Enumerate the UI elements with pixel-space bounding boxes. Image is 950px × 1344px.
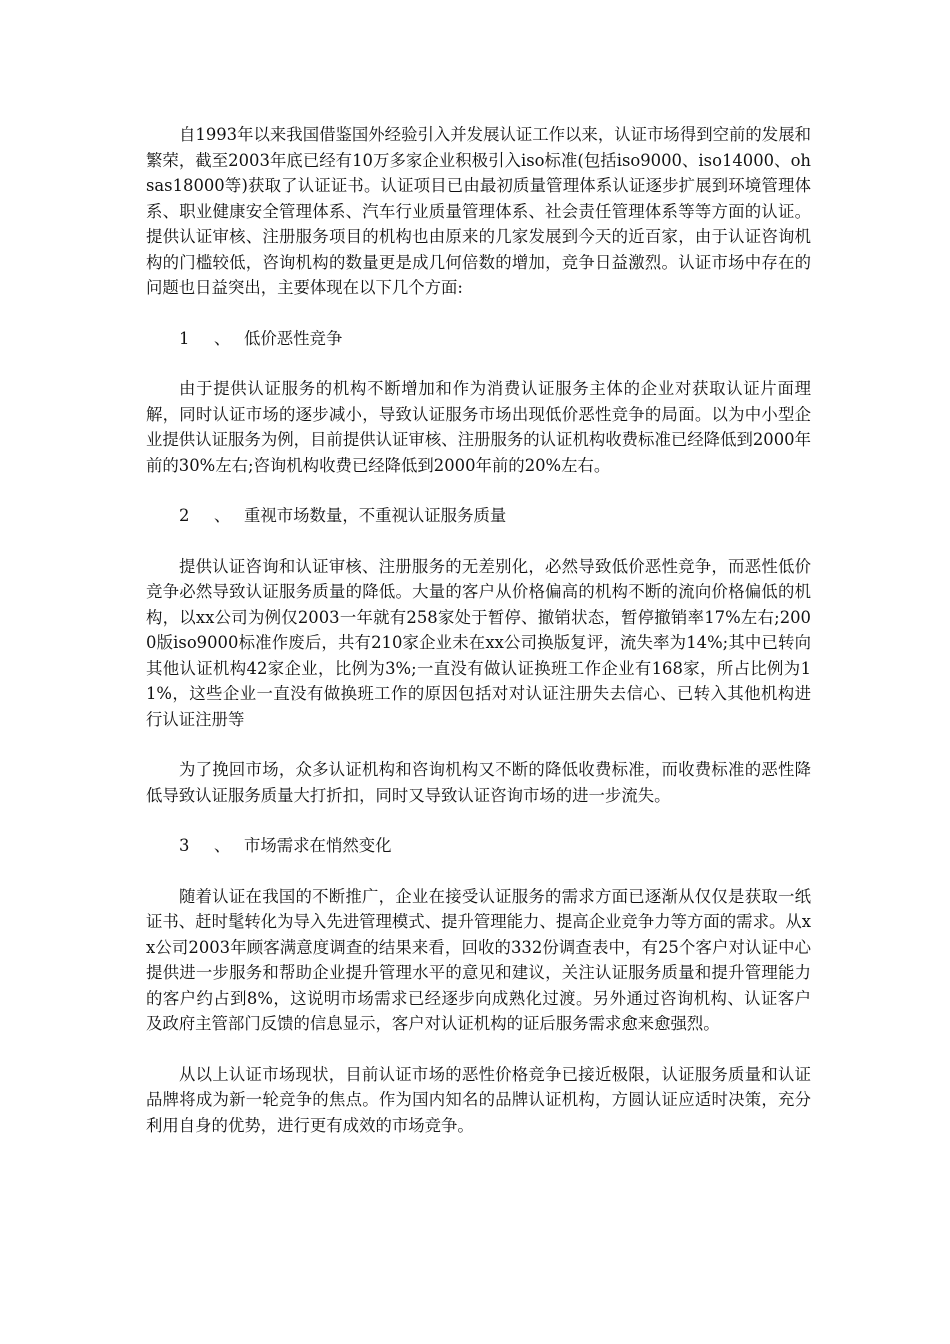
section-title: 重视市场数量，不重视认证服务质量 <box>244 506 507 525</box>
section-heading-1 <box>146 326 811 352</box>
paragraph-low-price: 由于提供认证服务的机构不断增加和作为消费认证服务主体的企业对获取认证片面理解，同时认证市场的逐步减小，导致认证服务市场出现低价恶性竞争的局面。以为中小型企业提供认证服务为例，目前提供认证审核、注册服务的认证机构收费标准已经降低到2000年前的30%左右;咨询机构收费已经降低到2000年前的20%左右。 <box>146 379 811 475</box>
section-title: 市场需求在悄然变化 <box>244 836 392 855</box>
section-number: 2 <box>179 506 190 525</box>
section-heading-3 <box>146 833 811 859</box>
section-separator: 、 <box>214 836 231 855</box>
paragraph-conclusion: 从以上认证市场现状，目前认证市场的恶性价格竞争已接近极限，认证服务质量和认证品牌将成为新一轮竞争的焦点。作为国内知名的品牌认证机构，方圆认证应适时决策，充分利用自身的优势，进行更有成效的市场竞争。 <box>146 1064 811 1135</box>
section-number: 1 <box>179 328 190 348</box>
paragraph-quality: 提供认证咨询和认证审核、注册服务的无差别化，必然导致低价恶性竞争，而恶性低价竞争必然导致认证服务质量的降低。大量的客户从价格偏高的机构不断的流向价格偏低的机构，以xx公司为例仅2003一年就有258家处于暂停、撤销状态，暂停撤销率17%左右;2000版iso9000标准作废后，共有210家企业未在xx公司换版复评，流失率为14%;其中已转向其他认证机构42家企业，比例为3%;一直没有做认证换班工作企业有168家，所占比例为11%，这些企业一直没有做换班工作的原因包括对对认证注册失去信心、已转入其他机构进行认证注册等 <box>146 556 811 729</box>
section-heading-2 <box>146 503 811 529</box>
section-separator: 、 <box>214 328 231 348</box>
paragraph-intro: 自1993年以来我国借鉴国外经验引入并发展认证工作以来，认证市场得到空前的发展和繁荣，截至2003年底已经有10万多家企业积极引入iso标准(包括iso9000、iso14000、ohsas18000等)获取了认证证书。认证项目已由最初质量管理体系认证逐步扩展到环境管理体系、职业健康安全管理体系、汽车行业质量管理体系、社会责任管理体系等等方面的认证。提供认证审核、注册服务项目的机构也由原来的几家发展到今天的近百家，由于认证咨询机构的门槛较低，咨询机构的数量更是成几何倍数的增加，竞争日益激烈。认证市场中存在的问题也日益突出，主要体现在以下几个方面: <box>146 125 811 297</box>
paragraph-market-loss: 为了挽回市场，众多认证机构和咨询机构又不断的降低收费标准，而收费标准的恶性降低导致认证服务质量大打折扣，同时又导致认证咨询市场的进一步流失。 <box>146 760 811 805</box>
section-title: 低价恶性竞争 <box>244 328 343 348</box>
paragraph-demand: 随着认证在我国的不断推广，企业在接受认证服务的需求方面已逐渐从仅仅是获取一纸证书、赶时髦转化为导入先进管理模式、提升管理能力、提高企业竞争力等方面的需求。从xx公司2003年顾客满意度调查的结果来看，回收的332份调查表中，有25个客户对认证中心提供进一步服务和帮助企业提升管理水平的意见和建议，关注认证服务质量和提升管理能力的客户约占到8%，这说明市场需求已经逐步向成熟化过渡。另外通过咨询机构、认证客户及政府主管部门反馈的信息显示，客户对认证机构的证后服务需求愈来愈强烈。 <box>146 886 811 1033</box>
document-page <box>146 122 811 1163</box>
section-separator: 、 <box>214 506 231 525</box>
section-number: 3 <box>179 836 190 855</box>
